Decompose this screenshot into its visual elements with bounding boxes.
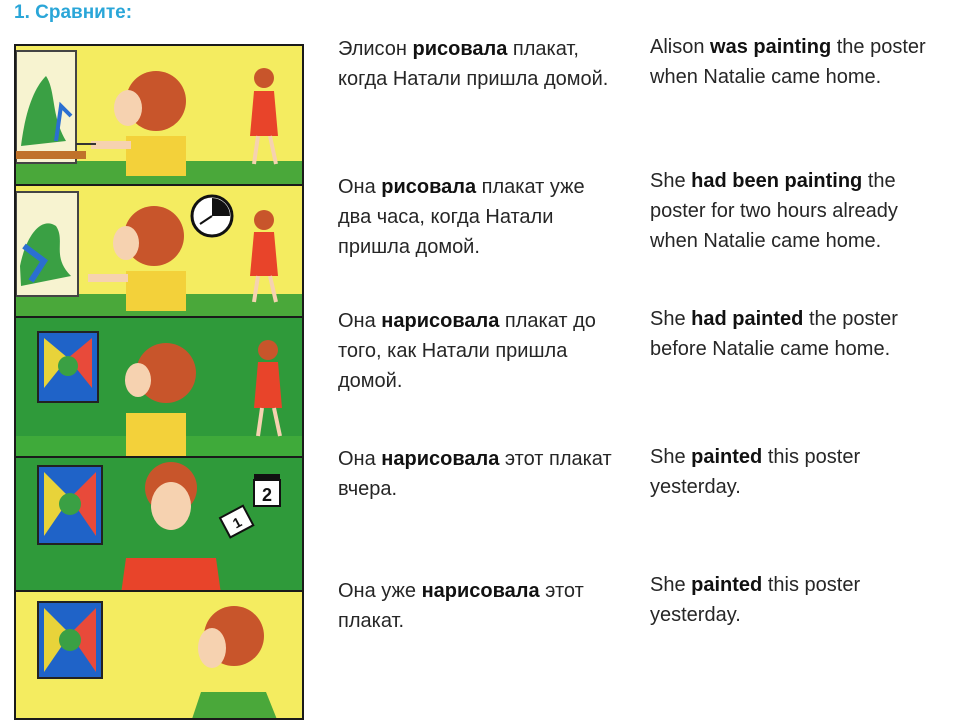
ru-sentence-4: Она нарисовала этот плакат вчера. [338,448,612,500]
clock-icon [192,196,232,236]
panel-painted-yesterday [14,456,304,592]
en-sentence-3: She had painted the poster before Natalie came home. [650,308,898,360]
panel-painting-in-progress [14,44,304,186]
en-sentence-4: She painted this poster yesterday. [650,446,861,498]
panel-3-art [16,318,304,458]
panel-already-painted [14,590,304,720]
panel-4-art [16,458,304,592]
en-sentence-1: Alison was painting the poster when Natalie came home. [650,36,926,88]
panel-painting-two-hours [14,184,304,318]
exercise-title: 1. Сравните: [14,2,133,23]
panel-5-art [16,592,304,720]
ru-sentence-3: Она нарисовала плакат до того, как Натали пришла домой. [338,310,596,392]
ru-sentence-5: Она уже нарисовала этот плакат. [338,580,584,632]
panel-2-art [16,186,304,318]
calendar-page-1: 1 [229,513,245,532]
calendar-page-2: 2 [261,485,273,505]
en-sentence-5: She painted this poster yesterday. [650,574,861,626]
ru-sentence-2: Она рисовала плакат уже два часа, когда Натали пришла домой. [338,176,585,258]
panel-painted-before [14,316,304,458]
panel-1-art [16,46,304,186]
ru-sentence-1: Элисон рисовала плакат, когда Натали пришла домой. [338,38,609,90]
illustration-strip [14,44,304,720]
en-sentence-2: She had been painting the poster for two hours already when Natalie came home. [650,170,898,252]
